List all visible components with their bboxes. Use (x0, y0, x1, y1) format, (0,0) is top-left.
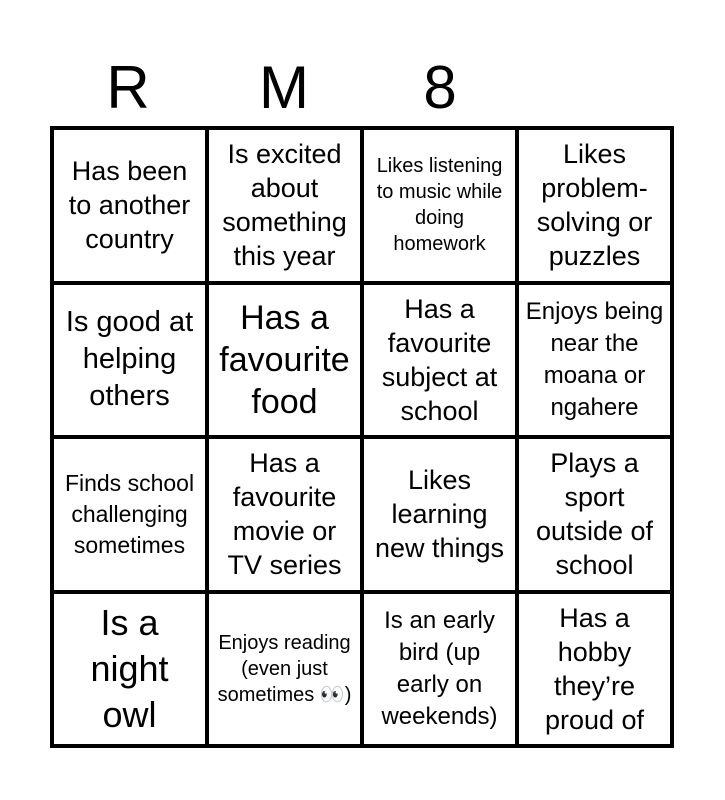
bingo-cell[interactable] (364, 594, 515, 745)
header-letter-1: R (106, 54, 150, 121)
bingo-cell[interactable] (519, 285, 670, 436)
cell-text: Is a night owl (90, 601, 169, 735)
bingo-cell[interactable] (54, 285, 205, 436)
cell-text: Likes learning new things (374, 465, 505, 564)
header-letter-3: 8 (423, 54, 457, 121)
bingo-cell[interactable] (364, 130, 515, 281)
cell-text: Plays a sport outside of school (535, 448, 654, 581)
cell-text: Is good at helping others (65, 306, 194, 413)
bingo-cell[interactable] (364, 439, 515, 590)
cell-text: Enjoys being near the moana or ngahere (525, 297, 664, 421)
cell-text: Has been to another country (68, 156, 191, 255)
bingo-cell[interactable] (209, 594, 360, 745)
bingo-cell[interactable] (54, 130, 205, 281)
bingo-grid (50, 126, 674, 748)
bingo-cell[interactable] (209, 285, 360, 436)
bingo-cell[interactable] (519, 439, 670, 590)
cell-text: Likes problem-solving or puzzles (536, 139, 653, 272)
cell-text: Has a favourite subject at school (381, 293, 498, 426)
bingo-header (50, 52, 674, 124)
bingo-cell[interactable] (54, 594, 205, 745)
bingo-cell[interactable] (519, 594, 670, 745)
cell-text: Enjoys reading (even just sometimes 👀) (217, 631, 352, 706)
cell-text: Likes listening to music while doing homework (376, 155, 503, 256)
bingo-cell[interactable] (54, 439, 205, 590)
cell-text: Finds school challenging sometimes (64, 469, 195, 558)
cell-text: Has a favourite movie or TV series (227, 448, 342, 581)
bingo-cell[interactable] (209, 130, 360, 281)
cell-text: Has a favourite food (219, 298, 350, 421)
bingo-cell[interactable] (364, 285, 515, 436)
cell-text: Has a hobby they’re proud of (544, 602, 645, 735)
cell-text: Is an early bird (up early on weekends) (381, 606, 498, 730)
bingo-cell[interactable] (209, 439, 360, 590)
bingo-cell[interactable] (519, 130, 670, 281)
header-letter-2: M (259, 54, 309, 121)
cell-text: Is excited about something this year (222, 139, 347, 272)
